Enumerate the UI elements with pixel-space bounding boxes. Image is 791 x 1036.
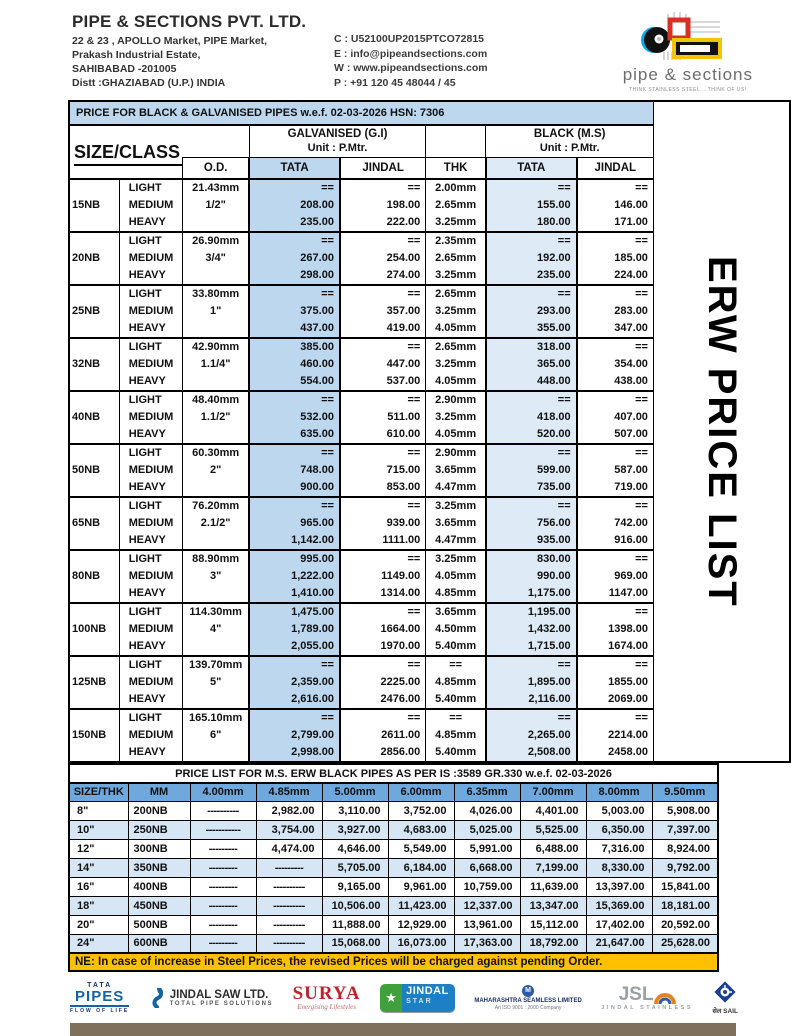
thickness-column-header: 6.35mm — [454, 783, 520, 801]
thk-cell: 2.65mm 3.25mm 4.05mm — [426, 285, 486, 338]
table-row — [69, 896, 718, 915]
od-cell: 26.90mm 3/4" — [183, 232, 250, 285]
na-cell: ----------- — [190, 820, 256, 839]
class-cell: LIGHT MEDIUM HEAVY — [119, 285, 182, 338]
thk-cell: 2.35mm 2.65mm 3.25mm — [426, 232, 486, 285]
ms-jindal-price-cell: == 283.00 347.00 — [577, 285, 654, 338]
price-cell: 6,668.00 — [454, 858, 520, 877]
price-cell: 5,991.00 — [454, 839, 520, 858]
class-cell: LIGHT MEDIUM HEAVY — [119, 444, 182, 497]
ms-jindal-price-cell: == 407.00 507.00 — [577, 391, 654, 444]
msl-m-icon: M — [522, 985, 534, 997]
na-cell: ---------- — [256, 915, 322, 934]
nb-cell: 100NB — [69, 603, 119, 656]
price-cell: 15,068.00 — [322, 934, 388, 953]
pipe-sections-logo-icon — [628, 12, 748, 64]
black-header: BLACK (M.S) Unit : P.Mtr. — [486, 125, 654, 157]
footer — [70, 979, 738, 1036]
second-table-title: PRICE LIST FOR M.S. ERW BLACK PIPES AS PER IS :3589 GR.330 w.e.f. 02-03-2026 — [69, 764, 718, 783]
phone-line: P : +91 120 45 48044 / 45 — [334, 77, 456, 90]
ms-jindal-price-cell: == 146.00 171.00 — [577, 179, 654, 232]
price-cell: 5,525.00 — [520, 820, 586, 839]
price-cell: 15,841.00 — [652, 877, 718, 896]
od-cell: 114.30mm 4" — [183, 603, 250, 656]
class-cell: LIGHT MEDIUM HEAVY — [119, 391, 182, 444]
price-cell: 4,474.00 — [256, 839, 322, 858]
gi-jindal-price-cell: == 447.00 537.00 — [340, 338, 426, 391]
gi-tata-price-cell: 1,475.00 1,789.00 2,055.00 — [249, 603, 340, 656]
price-cell: 2,982.00 — [256, 801, 322, 820]
ms-tata-price-cell: 1,195.00 1,432.00 1,715.00 — [486, 603, 577, 656]
od-column-header: O.D. — [183, 157, 250, 179]
price-cell: 13,397.00 — [586, 877, 652, 896]
ms-tata-column-header: TATA — [486, 157, 577, 179]
od-cell: 42.90mm 1.1/4" — [183, 338, 250, 391]
gi-tata-price-cell: 995.00 1,222.00 1,410.00 — [249, 550, 340, 603]
table-title-row — [69, 101, 790, 125]
size-cell: 8" — [69, 801, 128, 820]
price-cell: 11,423.00 — [388, 896, 454, 915]
nb-cell: 32NB — [69, 338, 119, 391]
thk-cell: 2.65mm 3.25mm 4.05mm — [426, 338, 486, 391]
surya-logo: SURYA Energising Lifestyles — [292, 983, 361, 1012]
ms-jindal-price-cell: == 742.00 916.00 — [577, 497, 654, 550]
erw-price-list-side-label — [653, 101, 790, 762]
nb-cell: 150NB — [69, 709, 119, 762]
na-cell: --------- — [190, 896, 256, 915]
gi-jindal-price-cell: == 715.00 853.00 — [340, 444, 426, 497]
price-cell: 15,112.00 — [520, 915, 586, 934]
table-row — [69, 934, 718, 953]
price-cell: 3,754.00 — [256, 820, 322, 839]
price-cell: 5,025.00 — [454, 820, 520, 839]
price-cell: 6,350.00 — [586, 820, 652, 839]
logo-tagline: THINK STAINLESS STEEL... THINK OF US! — [628, 87, 747, 93]
tata-pipes-logo: TATA PIPES FLOW OF LIFE — [70, 981, 130, 1014]
size-cell: 14" — [69, 858, 128, 877]
class-cell: LIGHT MEDIUM HEAVY — [119, 232, 182, 285]
erw-side-text: ERW PRICE LIST — [699, 255, 744, 608]
gi-jindal-price-cell: == 2225.00 2476.00 — [340, 656, 426, 709]
class-cell: LIGHT MEDIUM HEAVY — [119, 338, 182, 391]
price-cell: 20,592.00 — [652, 915, 718, 934]
od-cell: 21.43mm 1/2" — [183, 179, 250, 232]
size-cell: 12" — [69, 839, 128, 858]
ms-jindal-column-header: JINDAL — [577, 157, 654, 179]
second-table-header-row — [69, 783, 718, 801]
class-cell: LIGHT MEDIUM HEAVY — [119, 550, 182, 603]
company-logo — [623, 12, 763, 96]
logo-wordmark: pipe & sections — [622, 65, 753, 84]
na-cell: --------- — [190, 877, 256, 896]
nb-cell: 125NB — [69, 656, 119, 709]
price-cell: 5,705.00 — [322, 858, 388, 877]
price-note-row — [69, 953, 718, 971]
nb-cell: 80NB — [69, 550, 119, 603]
contact-block — [334, 32, 574, 96]
thickness-column-header: 6.00mm — [388, 783, 454, 801]
ms-tata-price-cell: == 756.00 935.00 — [486, 497, 577, 550]
price-cell: 12,337.00 — [454, 896, 520, 915]
thk-cell: 3.25mm 4.05mm 4.85mm — [426, 550, 486, 603]
price-cell: 17,363.00 — [454, 934, 520, 953]
price-cell: 5,003.00 — [586, 801, 652, 820]
maharashtra-seamless-logo: M MAHARASHTRA SEAMLESS LIMITED An ISO 9001 : 2000 Company — [474, 987, 582, 1011]
sail-diamond-icon — [713, 980, 737, 1004]
mm-cell: 400NB — [128, 877, 190, 896]
address-line: SAHIBABAD -201005 — [72, 62, 177, 75]
thk-column-header: THK — [426, 157, 486, 179]
price-cell: 3,110.00 — [322, 801, 388, 820]
table-row — [69, 858, 718, 877]
mm-cell: 300NB — [128, 839, 190, 858]
nb-cell: 65NB — [69, 497, 119, 550]
na-cell: ---------- — [256, 877, 322, 896]
price-cell: 4,683.00 — [388, 820, 454, 839]
gi-jindal-price-cell: == 198.00 222.00 — [340, 179, 426, 232]
header-gap-cell — [426, 125, 486, 157]
table-row — [69, 915, 718, 934]
nb-cell: 50NB — [69, 444, 119, 497]
price-cell: 8,330.00 — [586, 858, 652, 877]
thk-cell: == 4.85mm 5.40mm — [426, 709, 486, 762]
ms-tata-price-cell: == 155.00 180.00 — [486, 179, 577, 232]
price-cell: 4,646.00 — [322, 839, 388, 858]
steel-price-note: NE: In case of increase in Steel Prices, the revised Prices will be charged against pending Order. — [69, 953, 718, 971]
footer-bar — [70, 1023, 736, 1036]
gi-jindal-price-cell: == 357.00 419.00 — [340, 285, 426, 338]
thickness-column-header: MM — [128, 783, 190, 801]
gi-tata-price-cell: == 748.00 900.00 — [249, 444, 340, 497]
price-cell: 8,924.00 — [652, 839, 718, 858]
price-cell: 9,792.00 — [652, 858, 718, 877]
class-cell: LIGHT MEDIUM HEAVY — [119, 179, 182, 232]
class-cell: LIGHT MEDIUM HEAVY — [119, 497, 182, 550]
second-table-title-row — [69, 764, 718, 783]
mm-cell: 350NB — [128, 858, 190, 877]
gi-tata-price-cell: == 267.00 298.00 — [249, 232, 340, 285]
od-cell: 33.80mm 1" — [183, 285, 250, 338]
gi-jindal-price-cell: == 1149.00 1314.00 — [340, 550, 426, 603]
ms-tata-price-cell: == 192.00 235.00 — [486, 232, 577, 285]
gi-tata-column-header: TATA — [249, 157, 340, 179]
size-cell: 18" — [69, 896, 128, 915]
price-cell: 10,506.00 — [322, 896, 388, 915]
price-cell: 4,026.00 — [454, 801, 520, 820]
od-cell: 48.40mm 1.1/2" — [183, 391, 250, 444]
thickness-column-header: 4.00mm — [190, 783, 256, 801]
class-cell: LIGHT MEDIUM HEAVY — [119, 709, 182, 762]
ms-jindal-price-cell: == 354.00 438.00 — [577, 338, 654, 391]
size-cell: 20" — [69, 915, 128, 934]
page-header — [0, 0, 791, 100]
price-cell: 11,639.00 — [520, 877, 586, 896]
price-cell: 7,316.00 — [586, 839, 652, 858]
price-cell: 21,647.00 — [586, 934, 652, 953]
nb-cell: 25NB — [69, 285, 119, 338]
od-cell: 88.90mm 3" — [183, 550, 250, 603]
gi-jindal-price-cell: == 511.00 610.00 — [340, 391, 426, 444]
star-icon: ★ — [380, 984, 402, 1012]
nb-cell: 15NB — [69, 179, 119, 232]
size-cell: 24" — [69, 934, 128, 953]
ms-tata-price-cell: == 599.00 735.00 — [486, 444, 577, 497]
nb-cell: 40NB — [69, 391, 119, 444]
ms-tata-price-cell: == 293.00 355.00 — [486, 285, 577, 338]
ms-jindal-price-cell: == 1398.00 1674.00 — [577, 603, 654, 656]
price-cell: 3,752.00 — [388, 801, 454, 820]
address-line: 22 & 23 , APOLLO Market, PIPE Market, — [72, 35, 268, 47]
gi-tata-price-cell: == 375.00 437.00 — [249, 285, 340, 338]
gi-jindal-price-cell: == 1664.00 1970.00 — [340, 603, 426, 656]
price-cell: 3,927.00 — [322, 820, 388, 839]
thk-cell: 2.90mm 3.65mm 4.47mm — [426, 444, 486, 497]
header-gap-cell — [183, 125, 250, 157]
main-table-title: PRICE FOR BLACK & GALVANISED PIPES w.e.f. 02-03-2026 HSN: 7306 — [69, 101, 653, 125]
company-block — [72, 12, 334, 96]
price-cell: 5,549.00 — [388, 839, 454, 858]
website-line: W : www.pipeandsections.com — [334, 62, 488, 75]
od-cell: 139.70mm 5" — [183, 656, 250, 709]
size-cell: 16" — [69, 877, 128, 896]
ms-tata-price-cell: == 418.00 520.00 — [486, 391, 577, 444]
od-cell: 76.20mm 2.1/2" — [183, 497, 250, 550]
gi-black-price-table — [68, 100, 791, 763]
mm-cell: 600NB — [128, 934, 190, 953]
mm-cell: 450NB — [128, 896, 190, 915]
na-cell: --------- — [256, 858, 322, 877]
mm-cell: 500NB — [128, 915, 190, 934]
price-cell: 13,347.00 — [520, 896, 586, 915]
na-cell: ---------- — [256, 896, 322, 915]
galvanised-header: GALVANISED (G.I) Unit : P.Mtr. — [249, 125, 426, 157]
thickness-column-header: 8.00mm — [586, 783, 652, 801]
na-cell: --------- — [190, 858, 256, 877]
class-cell: LIGHT MEDIUM HEAVY — [119, 603, 182, 656]
gi-tata-price-cell: == 2,799.00 2,998.00 — [249, 709, 340, 762]
price-cell: 15,369.00 — [586, 896, 652, 915]
price-cell: 6,488.00 — [520, 839, 586, 858]
ms-jindal-price-cell: == 1855.00 2069.00 — [577, 656, 654, 709]
ms-tata-price-cell: == 2,265.00 2,508.00 — [486, 709, 577, 762]
jindal-saw-icon — [149, 988, 165, 1008]
class-cell: LIGHT MEDIUM HEAVY — [119, 656, 182, 709]
price-cell: 7,199.00 — [520, 858, 586, 877]
na-cell: ---------- — [190, 801, 256, 820]
thickness-column-header: 5.00mm — [322, 783, 388, 801]
jsl-arc-icon — [654, 987, 676, 1005]
gi-tata-price-cell: == 2,359.00 2,616.00 — [249, 656, 340, 709]
jindal-star-logo: ★ JINDAL STAR — [380, 984, 455, 1012]
price-cell: 18,181.00 — [652, 896, 718, 915]
ms-jindal-price-cell: == 185.00 224.00 — [577, 232, 654, 285]
gi-jindal-price-cell: == 2611.00 2856.00 — [340, 709, 426, 762]
ms-tata-price-cell: 830.00 990.00 1,175.00 — [486, 550, 577, 603]
nb-cell: 20NB — [69, 232, 119, 285]
gi-jindal-price-cell: == 254.00 274.00 — [340, 232, 426, 285]
size-cell: 10" — [69, 820, 128, 839]
price-cell: 5,908.00 — [652, 801, 718, 820]
price-cell: 10,759.00 — [454, 877, 520, 896]
address-line: Distt :GHAZIABAD (U.P.) INDIA — [72, 76, 226, 89]
partner-logo-strip — [70, 979, 738, 1017]
gi-jindal-price-cell: == 939.00 1111.00 — [340, 497, 426, 550]
od-cell: 165.10mm 6" — [183, 709, 250, 762]
price-cell: 6,184.00 — [388, 858, 454, 877]
table-row — [69, 801, 718, 820]
thickness-column-header: 9.50mm — [652, 783, 718, 801]
thickness-column-header: 4.85mm — [256, 783, 322, 801]
price-cell: 17,402.00 — [586, 915, 652, 934]
email-line: E : info@pipeandsections.com — [334, 47, 488, 60]
size-class-header: SIZE/CLASS — [69, 125, 183, 179]
na-cell: --------- — [190, 915, 256, 934]
company-name: PIPE & SECTIONS PVT. LTD. — [72, 12, 307, 31]
sail-logo: सेल SAIL — [713, 980, 738, 1017]
price-cell: 4,401.00 — [520, 801, 586, 820]
jsl-logo: JSL JINDAL STAINLESS — [601, 983, 694, 1011]
price-cell: 11,888.00 — [322, 915, 388, 934]
table-row — [69, 839, 718, 858]
company-address — [72, 35, 334, 90]
price-cell: 18,792.00 — [520, 934, 586, 953]
price-cell: 13,961.00 — [454, 915, 520, 934]
jindal-saw-logo: JINDAL SAW LTD. TOTAL PIPE SOLUTIONS — [149, 988, 273, 1008]
thk-cell: 2.90mm 3.25mm 4.05mm — [426, 391, 486, 444]
price-cell: 7,397.00 — [652, 820, 718, 839]
thk-cell: 3.65mm 4.50mm 5.40mm — [426, 603, 486, 656]
gi-tata-price-cell: == 965.00 1,142.00 — [249, 497, 340, 550]
mm-cell: 250NB — [128, 820, 190, 839]
od-cell: 60.30mm 2" — [183, 444, 250, 497]
price-cell: 9,165.00 — [322, 877, 388, 896]
thickness-column-header: SIZE/THK — [69, 783, 128, 801]
address-line: Prakash Industrial Estate, — [72, 48, 201, 61]
ms-jindal-price-cell: == 587.00 719.00 — [577, 444, 654, 497]
gi-tata-price-cell: == 532.00 635.00 — [249, 391, 340, 444]
price-cell: 25,628.00 — [652, 934, 718, 953]
price-cell: 16,073.00 — [388, 934, 454, 953]
gi-jindal-column-header: JINDAL — [340, 157, 426, 179]
thickness-column-header: 7.00mm — [520, 783, 586, 801]
thk-cell: 3.25mm 3.65mm 4.47mm — [426, 497, 486, 550]
ms-jindal-price-cell: == 969.00 1147.00 — [577, 550, 654, 603]
ms-erw-black-price-table — [68, 763, 719, 972]
na-cell: ---------- — [256, 934, 322, 953]
ms-jindal-price-cell: == 2214.00 2458.00 — [577, 709, 654, 762]
ms-tata-price-cell: == 1,895.00 2,116.00 — [486, 656, 577, 709]
cin-line: C : U52100UP2015PTCO72815 — [334, 33, 485, 45]
thk-cell: == 4.85mm 5.40mm — [426, 656, 486, 709]
thk-cell: 2.00mm 2.65mm 3.25mm — [426, 179, 486, 232]
ms-tata-price-cell: 318.00 365.00 448.00 — [486, 338, 577, 391]
mm-cell: 200NB — [128, 801, 190, 820]
gi-tata-price-cell: == 208.00 235.00 — [249, 179, 340, 232]
table-row — [69, 877, 718, 896]
gi-tata-price-cell: 385.00 460.00 554.00 — [249, 338, 340, 391]
table-row — [69, 820, 718, 839]
na-cell: --------- — [190, 934, 256, 953]
price-cell: 12,929.00 — [388, 915, 454, 934]
price-cell: 9,961.00 — [388, 877, 454, 896]
na-cell: --------- — [190, 839, 256, 858]
